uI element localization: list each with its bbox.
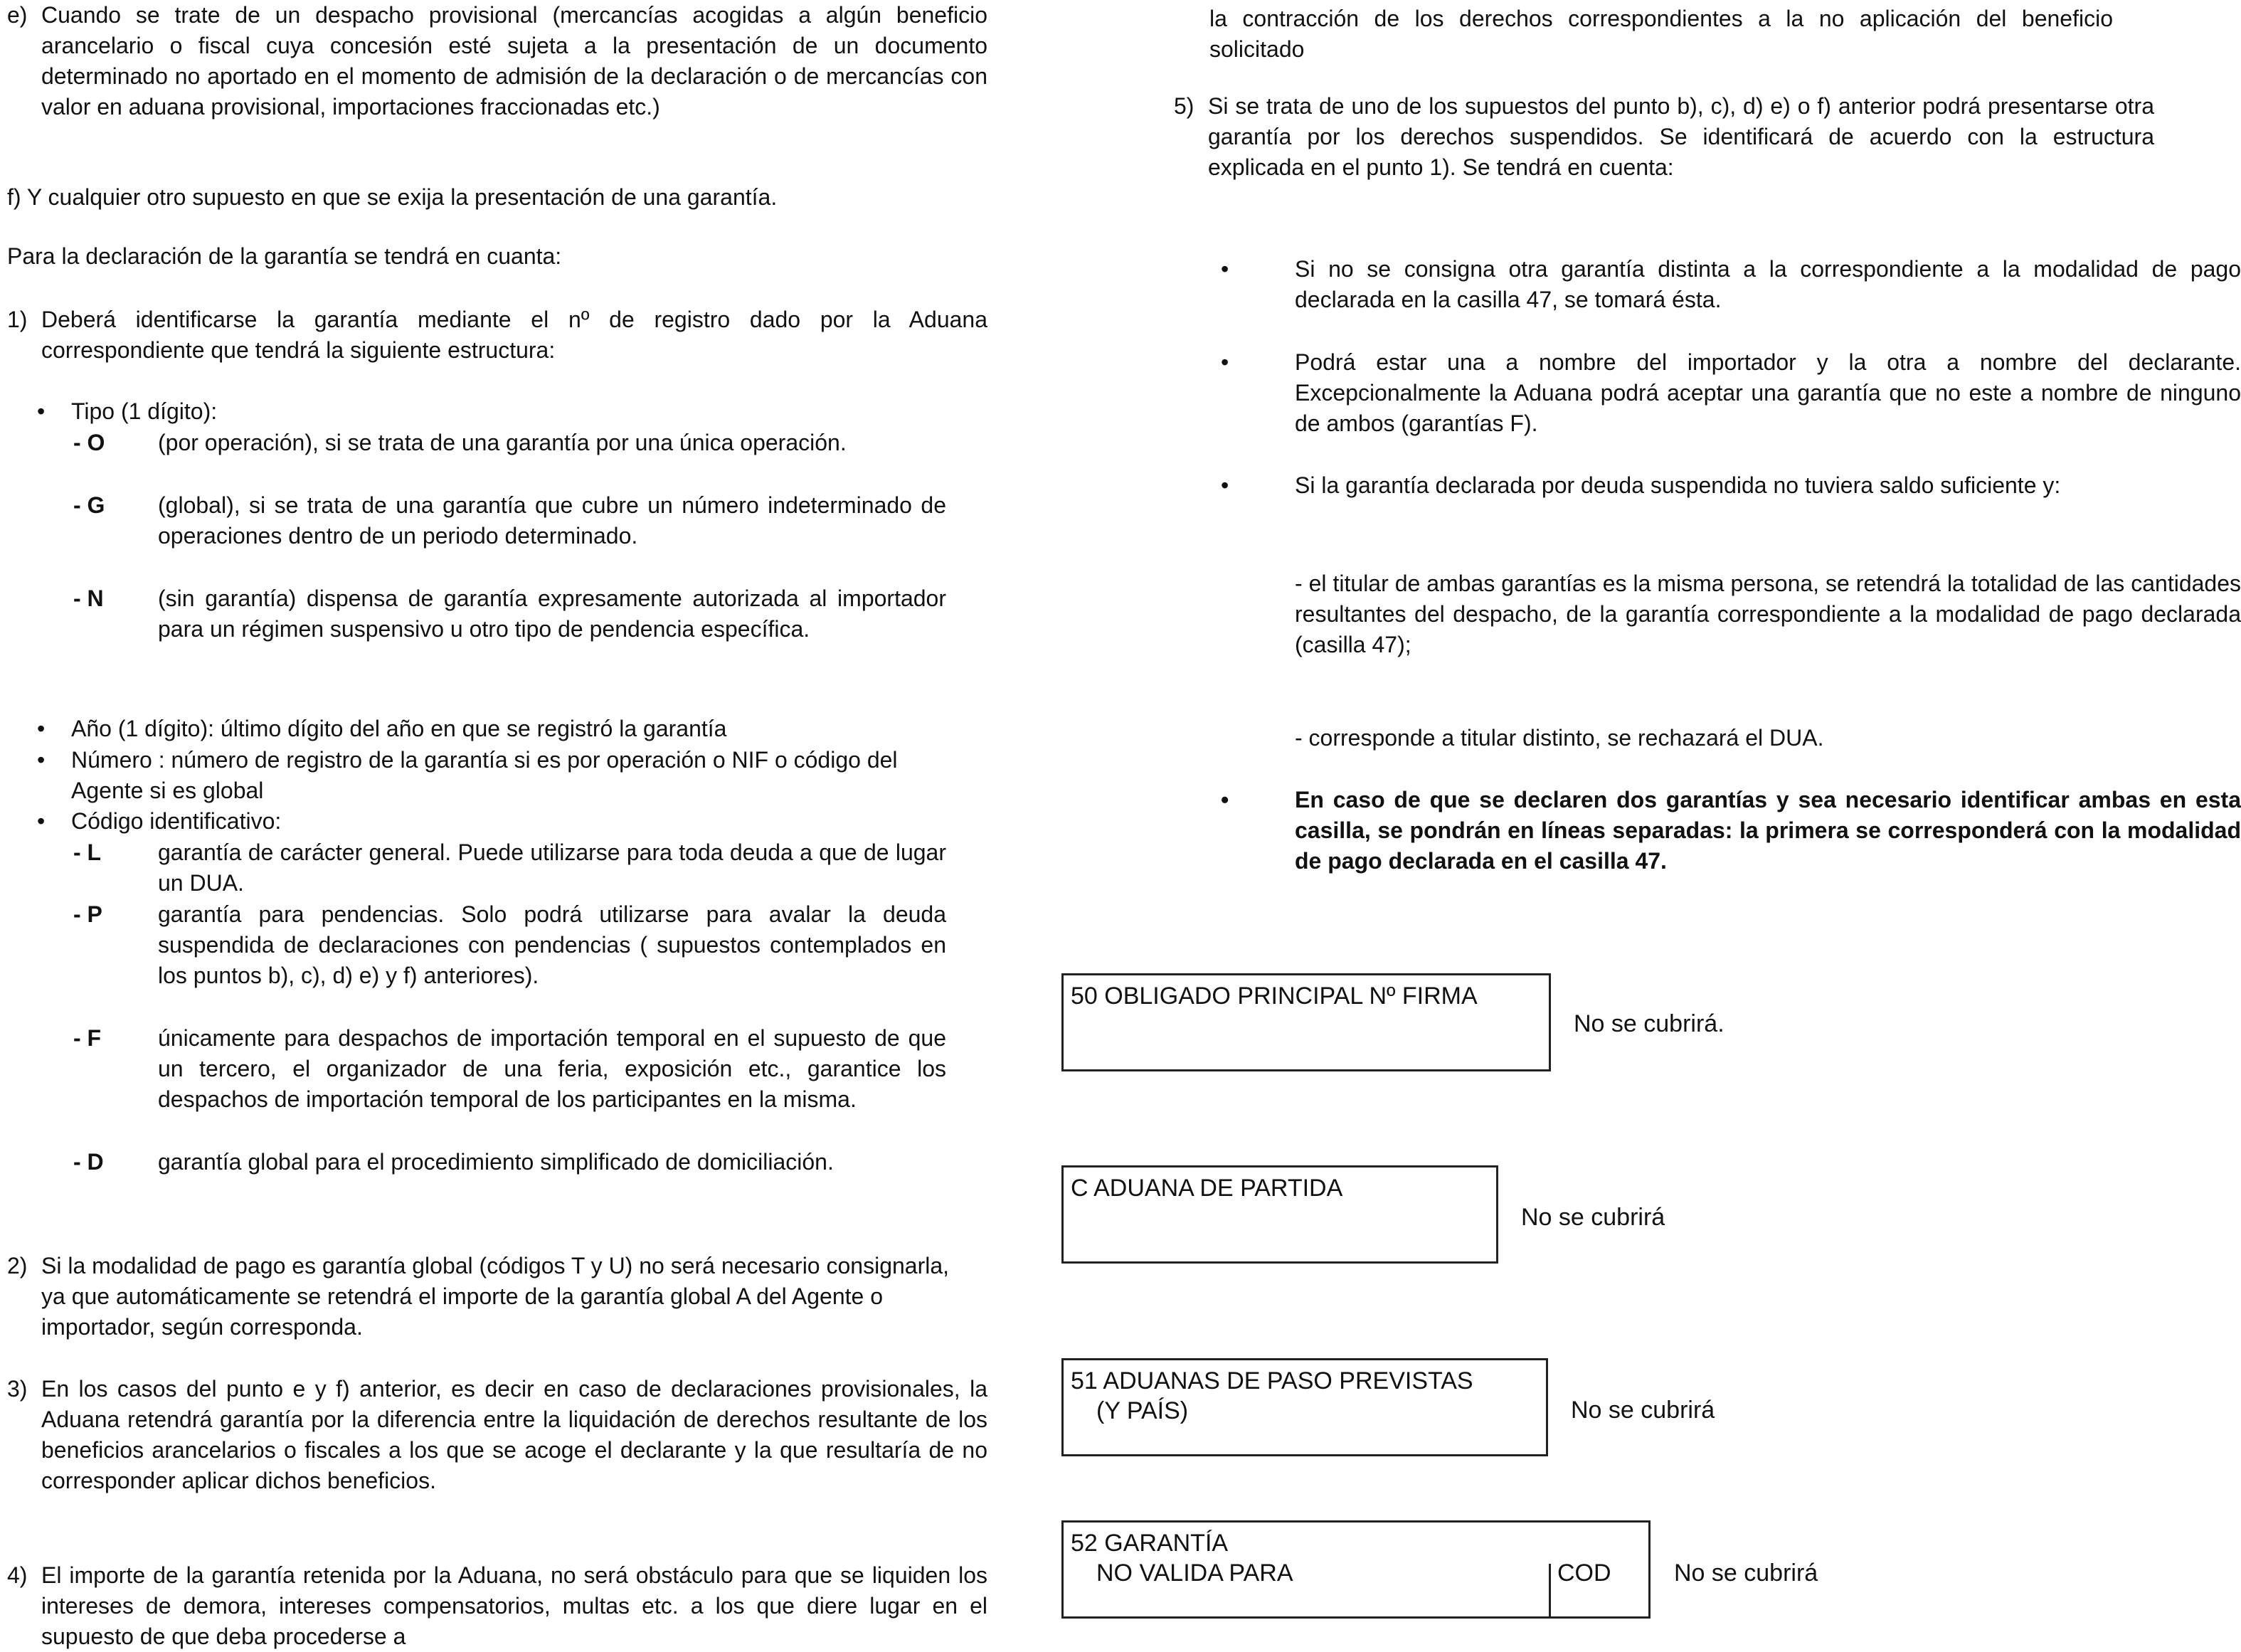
code-l-letter: - L xyxy=(73,840,102,865)
code-d-text: garantía global para el procedimiento simplificado de domiciliación. xyxy=(158,1149,834,1175)
bullet-icon: • xyxy=(37,716,46,741)
code-l xyxy=(0,837,946,899)
box-51-label: 51 ADUANAS DE PASO PREVISTAS xyxy=(1071,1367,1473,1394)
item-1 xyxy=(0,305,987,366)
item-e xyxy=(0,0,987,122)
item-3-marker: 3) xyxy=(7,1376,28,1402)
item-3 xyxy=(0,1374,987,1496)
bullet-icon: • xyxy=(1221,349,1229,375)
box-c-label: C ADUANA DE PARTIDA xyxy=(1071,1175,1343,1202)
code-o xyxy=(0,428,946,458)
code-n xyxy=(0,583,946,645)
item-5 xyxy=(1167,91,2154,183)
bullet-bold-text: En caso de que se declaren dos garantías y sea necesario identificar ambas en esta casilla, se pondrán en líneas separadas: la primera se corresponderá con la modalidad de pago declarada en el casilla 47. xyxy=(1295,787,2241,874)
sub-item-1 xyxy=(1167,568,2241,660)
bullet-r3 xyxy=(1167,470,2241,501)
code-g-letter: - G xyxy=(73,492,105,518)
bullet-r2-text: Podrá estar una a nombre del importador y la otra a nombre del declarante. Excepcionalmente la Aduana podrá aceptar una garantía que no este a nombre de ninguno de ambos (garantías F). xyxy=(1295,349,2241,436)
item-4-text: El importe de la garantía retenida por la Aduana, no será obstáculo para que se liquiden los intereses de demora, intereses compensatorios, multas etc. a los que diere lugar en el supuesto de que deba procederse a xyxy=(41,1562,987,1649)
bullet-tipo-label: Tipo (1 dígito): xyxy=(71,398,218,424)
code-g-text: (global), si se trata de una garantía que cubre un número indeterminado de operaciones dentro de un periodo determinado. xyxy=(158,492,946,549)
bullet-r2 xyxy=(1167,347,2241,439)
bullet-ano xyxy=(0,714,946,744)
item-5-marker: 5) xyxy=(1174,93,1194,119)
box-c-note: No se cubrirá xyxy=(1521,1204,1665,1231)
code-d-letter: - D xyxy=(73,1149,104,1175)
item-5-text: Si se trata de uno de los supuestos del punto b), c), d) e) o f) anterior podrá presentarse otra garantía por los derechos suspendidos. Se identificará de acuerdo con la estructura explicada en el punto 1). Se tendrá en cuenta: xyxy=(1208,93,2154,180)
box-52-divider xyxy=(1549,1564,1551,1616)
bullet-icon: • xyxy=(1221,472,1229,498)
bullet-ano-text: Año (1 dígito): último dígito del año en que se registró la garantía xyxy=(71,716,727,741)
item-2-text: Si la modalidad de pago es garantía global (códigos T y U) no será necesario consignarla, ya que automáticamente se retendrá el importe de la garantía global A del Agente o importador, según corresponda. xyxy=(41,1253,950,1340)
code-f-text: únicamente para despachos de importación temporal en el supuesto de que un tercero, el organizador de una feria, exposición etc., garantice los despachos de importación temporal de los participantes en la misma. xyxy=(158,1025,946,1112)
box-50-note: No se cubrirá. xyxy=(1574,1010,1725,1037)
bullet-codigo-label: Código identificativo: xyxy=(71,808,282,834)
box-c-aduana-partida xyxy=(1061,1165,1498,1264)
item-e-marker: e) xyxy=(7,2,28,28)
code-n-text: (sin garantía) dispensa de garantía expresamente autorizada al importador para un régimen suspensivo u otro tipo de pendencia específica. xyxy=(158,586,946,642)
item-3-text: En los casos del punto e y f) anterior, es decir en caso de declaraciones provisionales, la Aduana retendrá garantía por la diferencia entre la liquidación de derechos resultante de los beneficios arancelarios o fiscales a los que se acoge el declarante y la que resultaría de no corresponder aplicar dichos beneficios. xyxy=(41,1376,987,1493)
sub-item-1-text: - el titular de ambas garantías es la misma persona, se retendrá la totalidad de las cantidades resultantes del despacho, de la garantía correspondiente a la modalidad de pago declarada (casilla 47); xyxy=(1295,571,2241,657)
bullet-bold xyxy=(1167,785,2241,877)
item-f: f) Y cualquier otro supuesto en que se exija la presentación de una garantía. xyxy=(7,184,778,210)
bullet-icon: • xyxy=(37,808,46,834)
code-p-letter: - P xyxy=(73,901,102,927)
code-d xyxy=(0,1147,946,1177)
box-51-note: No se cubrirá xyxy=(1571,1397,1715,1424)
code-l-text: garantía de carácter general. Puede utilizarse para toda deuda a que de lugar un DUA. xyxy=(158,840,946,896)
box-52-note: No se cubrirá xyxy=(1674,1560,1818,1587)
box-50-obligado-principal xyxy=(1061,973,1551,1071)
box-51-aduanas-paso xyxy=(1061,1358,1548,1456)
code-f-letter: - F xyxy=(73,1025,102,1051)
bullet-tipo xyxy=(0,396,946,427)
item-e-text: Cuando se trate de un despacho provisional (mercancías acogidas a algún beneficio arancelario o fiscal cuya concesión esté sujeta a la presentación de un documento determinado no aportado en el momento de admisión de la declaración o de mercancías con valor en aduana provisional, importaciones fraccionadas etc.) xyxy=(41,2,987,120)
box-52-garantia xyxy=(1061,1520,1651,1619)
code-o-text: (por operación), si se trata de una garantía por una única operación. xyxy=(158,430,847,455)
sub-item-2-text: - corresponde a titular distinto, se rechazará el DUA. xyxy=(1295,725,1824,751)
bullet-numero-text: Número : número de registro de la garantía si es por operación o NIF o código del Agente si es global xyxy=(71,747,898,803)
item-1-marker: 1) xyxy=(7,307,28,332)
item-4-marker: 4) xyxy=(7,1562,28,1588)
intro-paragraph: Para la declaración de la garantía se tendrá en cuanta: xyxy=(7,243,562,269)
box-52-label: 52 GARANTÍA xyxy=(1071,1530,1229,1557)
code-g xyxy=(0,490,946,551)
bullet-icon: • xyxy=(1221,787,1229,812)
item-4 xyxy=(0,1560,987,1652)
code-f xyxy=(0,1023,946,1115)
sub-item-2 xyxy=(1167,723,2241,753)
box-50-label: 50 OBLIGADO PRINCIPAL Nº FIRMA xyxy=(1071,983,1478,1010)
item-2 xyxy=(0,1251,966,1343)
bullet-r1 xyxy=(1167,254,2241,315)
code-p-text: garantía para pendencias. Solo podrá utilizarse para avalar la deuda suspendida de declaraciones con pendencias ( supuestos contemplados en los puntos b), c), d) e) y f) anteriores). xyxy=(158,901,946,988)
box-52-cod-label: COD xyxy=(1557,1560,1611,1587)
code-o-letter: - O xyxy=(73,430,105,455)
bullet-icon: • xyxy=(1221,256,1229,282)
continuation-paragraph: la contracción de los derechos correspondientes a la no aplicación del beneficio solicitado xyxy=(1209,6,2113,62)
item-2-marker: 2) xyxy=(7,1253,28,1278)
bullet-r3-text: Si la garantía declarada por deuda suspendida no tuviera saldo suficiente y: xyxy=(1295,472,2061,498)
code-p xyxy=(0,899,946,991)
bullet-icon: • xyxy=(37,398,46,424)
box-52-sublabel: NO VALIDA PARA xyxy=(1096,1560,1293,1587)
bullet-codigo xyxy=(0,806,946,837)
item-1-text: Deberá identificarse la garantía mediante el nº de registro dado por la Aduana correspondiente que tendrá la siguiente estructura: xyxy=(41,307,987,363)
code-n-letter: - N xyxy=(73,586,104,611)
bullet-r1-text: Si no se consigna otra garantía distinta a la correspondiente a la modalidad de pago declarada en la casilla 47, se tomará ésta. xyxy=(1295,256,2241,312)
bullet-icon: • xyxy=(37,747,46,773)
box-51-sublabel: (Y PAÍS) xyxy=(1096,1397,1189,1424)
bullet-numero xyxy=(0,745,946,806)
